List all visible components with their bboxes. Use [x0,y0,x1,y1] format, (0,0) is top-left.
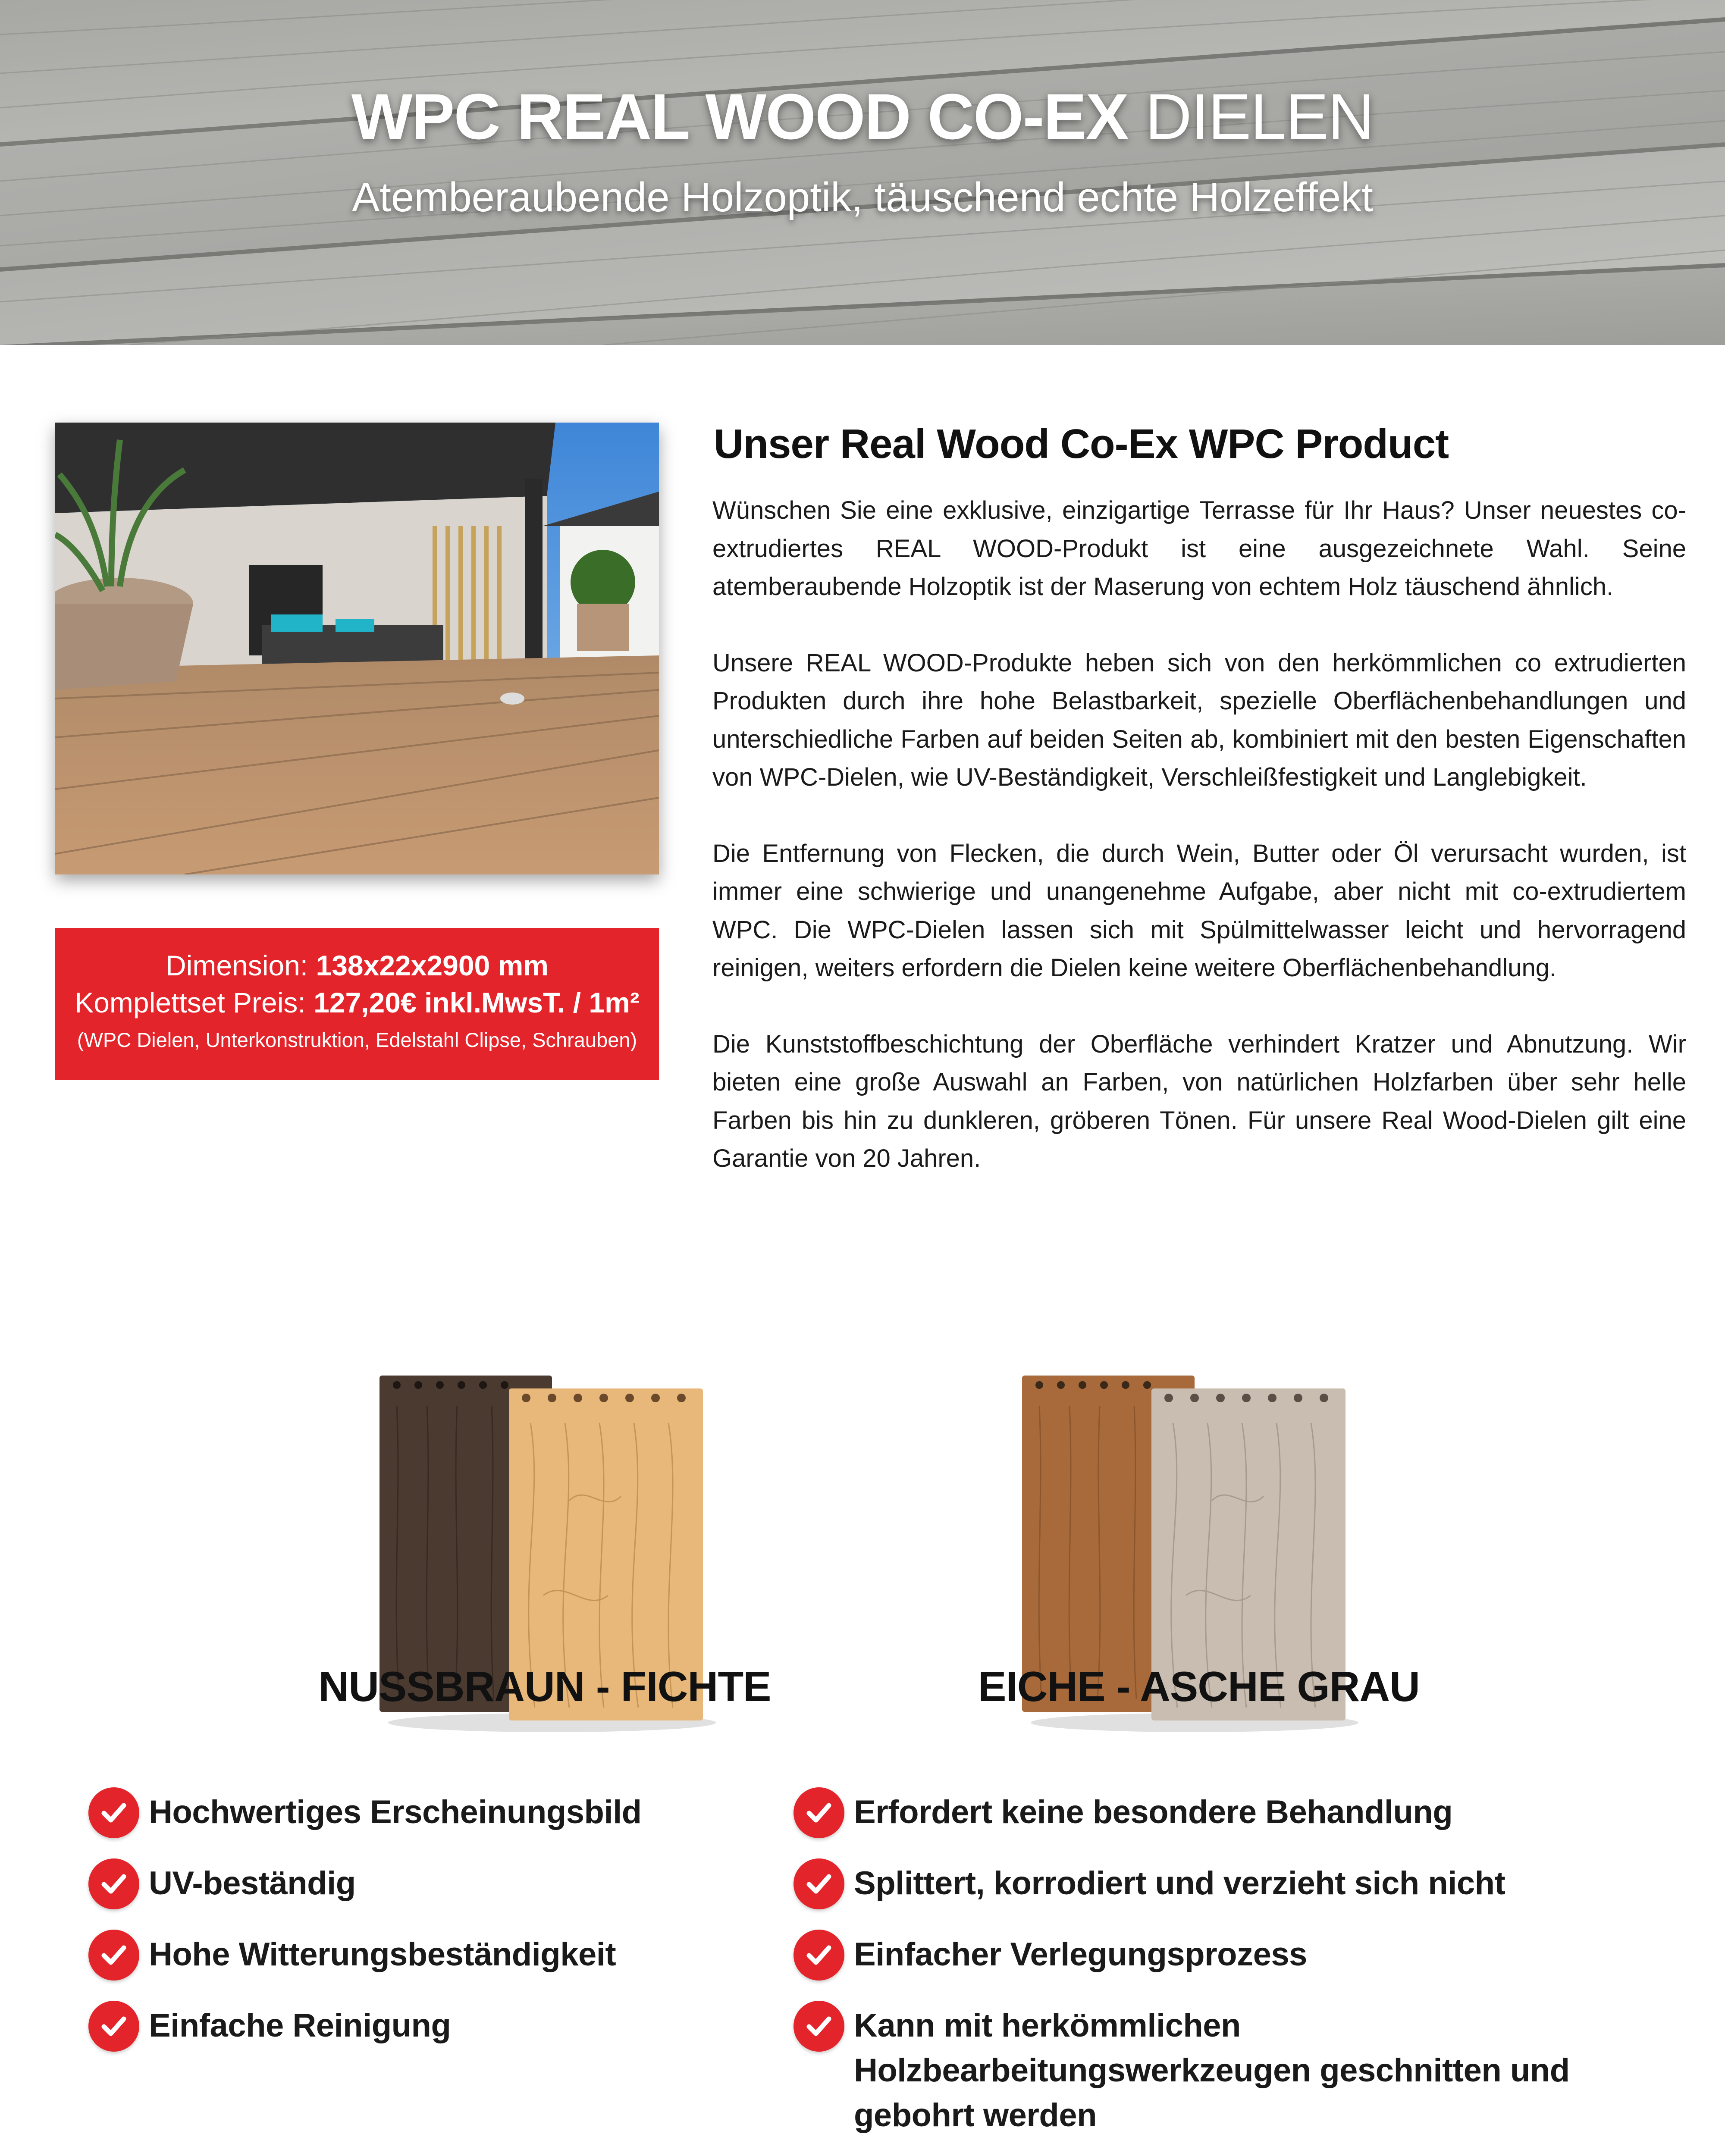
check-icon [88,1930,139,1981]
product-label-eiche-asche-grau: EICHE - ASCHE GRAU [978,1663,1420,1710]
feature-item [88,1787,908,1838]
dimension-row [55,947,659,984]
feature-item [794,1787,1613,1838]
feature-text: Einfacher Verlegungsprozess [854,1936,1307,1973]
check-icon [794,1787,844,1838]
feature-text: UV-beständig [149,1865,356,1902]
check-icon [794,2001,844,2052]
description-paragraph: Unsere REAL WOOD-Produkte heben sich von den herkömmlichen co extrudierten Produkten durch ihre hohe Belastbarkeit, spezielle Oberflächenbehandlungen und unterschiedliche Farben auf beiden Seiten ab, kombiniert mit den besten Eigenschaften von WPC-Dielen, wie UV-Beständigkeit, Verschleißfestigkeit und Langlebigkeit. [712,649,1686,791]
feature-text: Kann mit herkömmlichen Holzbearbeitungswerkzeugen geschnitten und gebohrt werden [854,2007,1570,2134]
dimension-value: 138x22x2900 mm [316,950,549,981]
feature-text: Einfache Reinigung [149,2007,451,2044]
check-icon [794,1858,844,1909]
price-value: 127,20€ inkl.MwsT. / 1m² [314,987,640,1018]
feature-text: Erfordert keine besondere Behandlung [854,1794,1453,1830]
check-icon [88,1787,139,1838]
hero-title-bold: WPC REAL WOOD CO-EX [351,80,1128,153]
set-contents: (WPC Dielen, Unterkonstruktion, Edelstahl Clipse, Schrauben) [77,1028,637,1051]
dimension-label: Dimension: [166,950,308,981]
product-label-nussbraun-fichte: NUSSBRAUN - FICHTE [318,1663,771,1710]
price-label: Komplettset Preis: [75,987,306,1018]
feature-text: Hohe Witterungsbeständigkeit [149,1936,616,1973]
feature-item [794,1858,1613,1909]
description-paragraph: Die Entfernung von Flecken, die durch Wein, Butter oder Öl verursacht wurden, ist immer eine schwierige und unangenehme Aufgabe, aber nicht mit co-extrudiertem WPC. Die WPC-Dielen lassen sich mit Spülmittelwasser leicht und hervorragend reinigen, weiters erfordern die Dielen keine weitere Oberflächenbehandlung. [712,839,1686,982]
price-row [55,984,659,1021]
check-icon [88,1858,139,1909]
hero-subtitle: Atemberaubende Holzoptik, täuschend echte Holzeffekt [352,174,1373,220]
check-icon [794,1930,844,1981]
feature-item [88,2001,908,2052]
terrace-photo [55,423,659,874]
hero-banner [0,0,1725,345]
wood-deck-background [0,0,1725,345]
description-paragraph: Die Kunststoffbeschichtung der Oberfläche verhindert Kratzer und Abnutzung. Wir bieten eine große Auswahl an Farben, von natürlichen Holzfarben über sehr helle Farben bis hin zu dunkleren, gröberen Tönen. Für unsere Real Wood-Dielen gilt eine Garantie von 20 Jahren. [712,1030,1686,1172]
feature-item [794,1930,1613,1981]
feature-text: Splittert, korrodiert und verzieht sich nicht [854,1865,1505,1902]
description-title: Unser Real Wood Co-Ex WPC Product [714,421,1449,467]
hero-title [0,80,1725,153]
feature-item [794,2001,1656,2138]
description-paragraph: Wünschen Sie eine exklusive, einzigartige Terrasse für Ihr Haus? Unser neuestes co-extrudiertes REAL WOOD-Produkt ist eine ausgezeichnete Wahl. Seine atemberaubende Holzoptik ist der Maserung von echtem Holz täuschend ähnlich. [712,496,1686,601]
feature-text: Hochwertiges Erscheinungsbild [149,1794,642,1830]
hero-title-light: DIELEN [1145,80,1374,153]
price-box [55,928,659,1080]
description-body [712,492,1686,1178]
check-icon [88,2001,139,2052]
feature-item [88,1930,908,1981]
feature-item [88,1858,908,1909]
